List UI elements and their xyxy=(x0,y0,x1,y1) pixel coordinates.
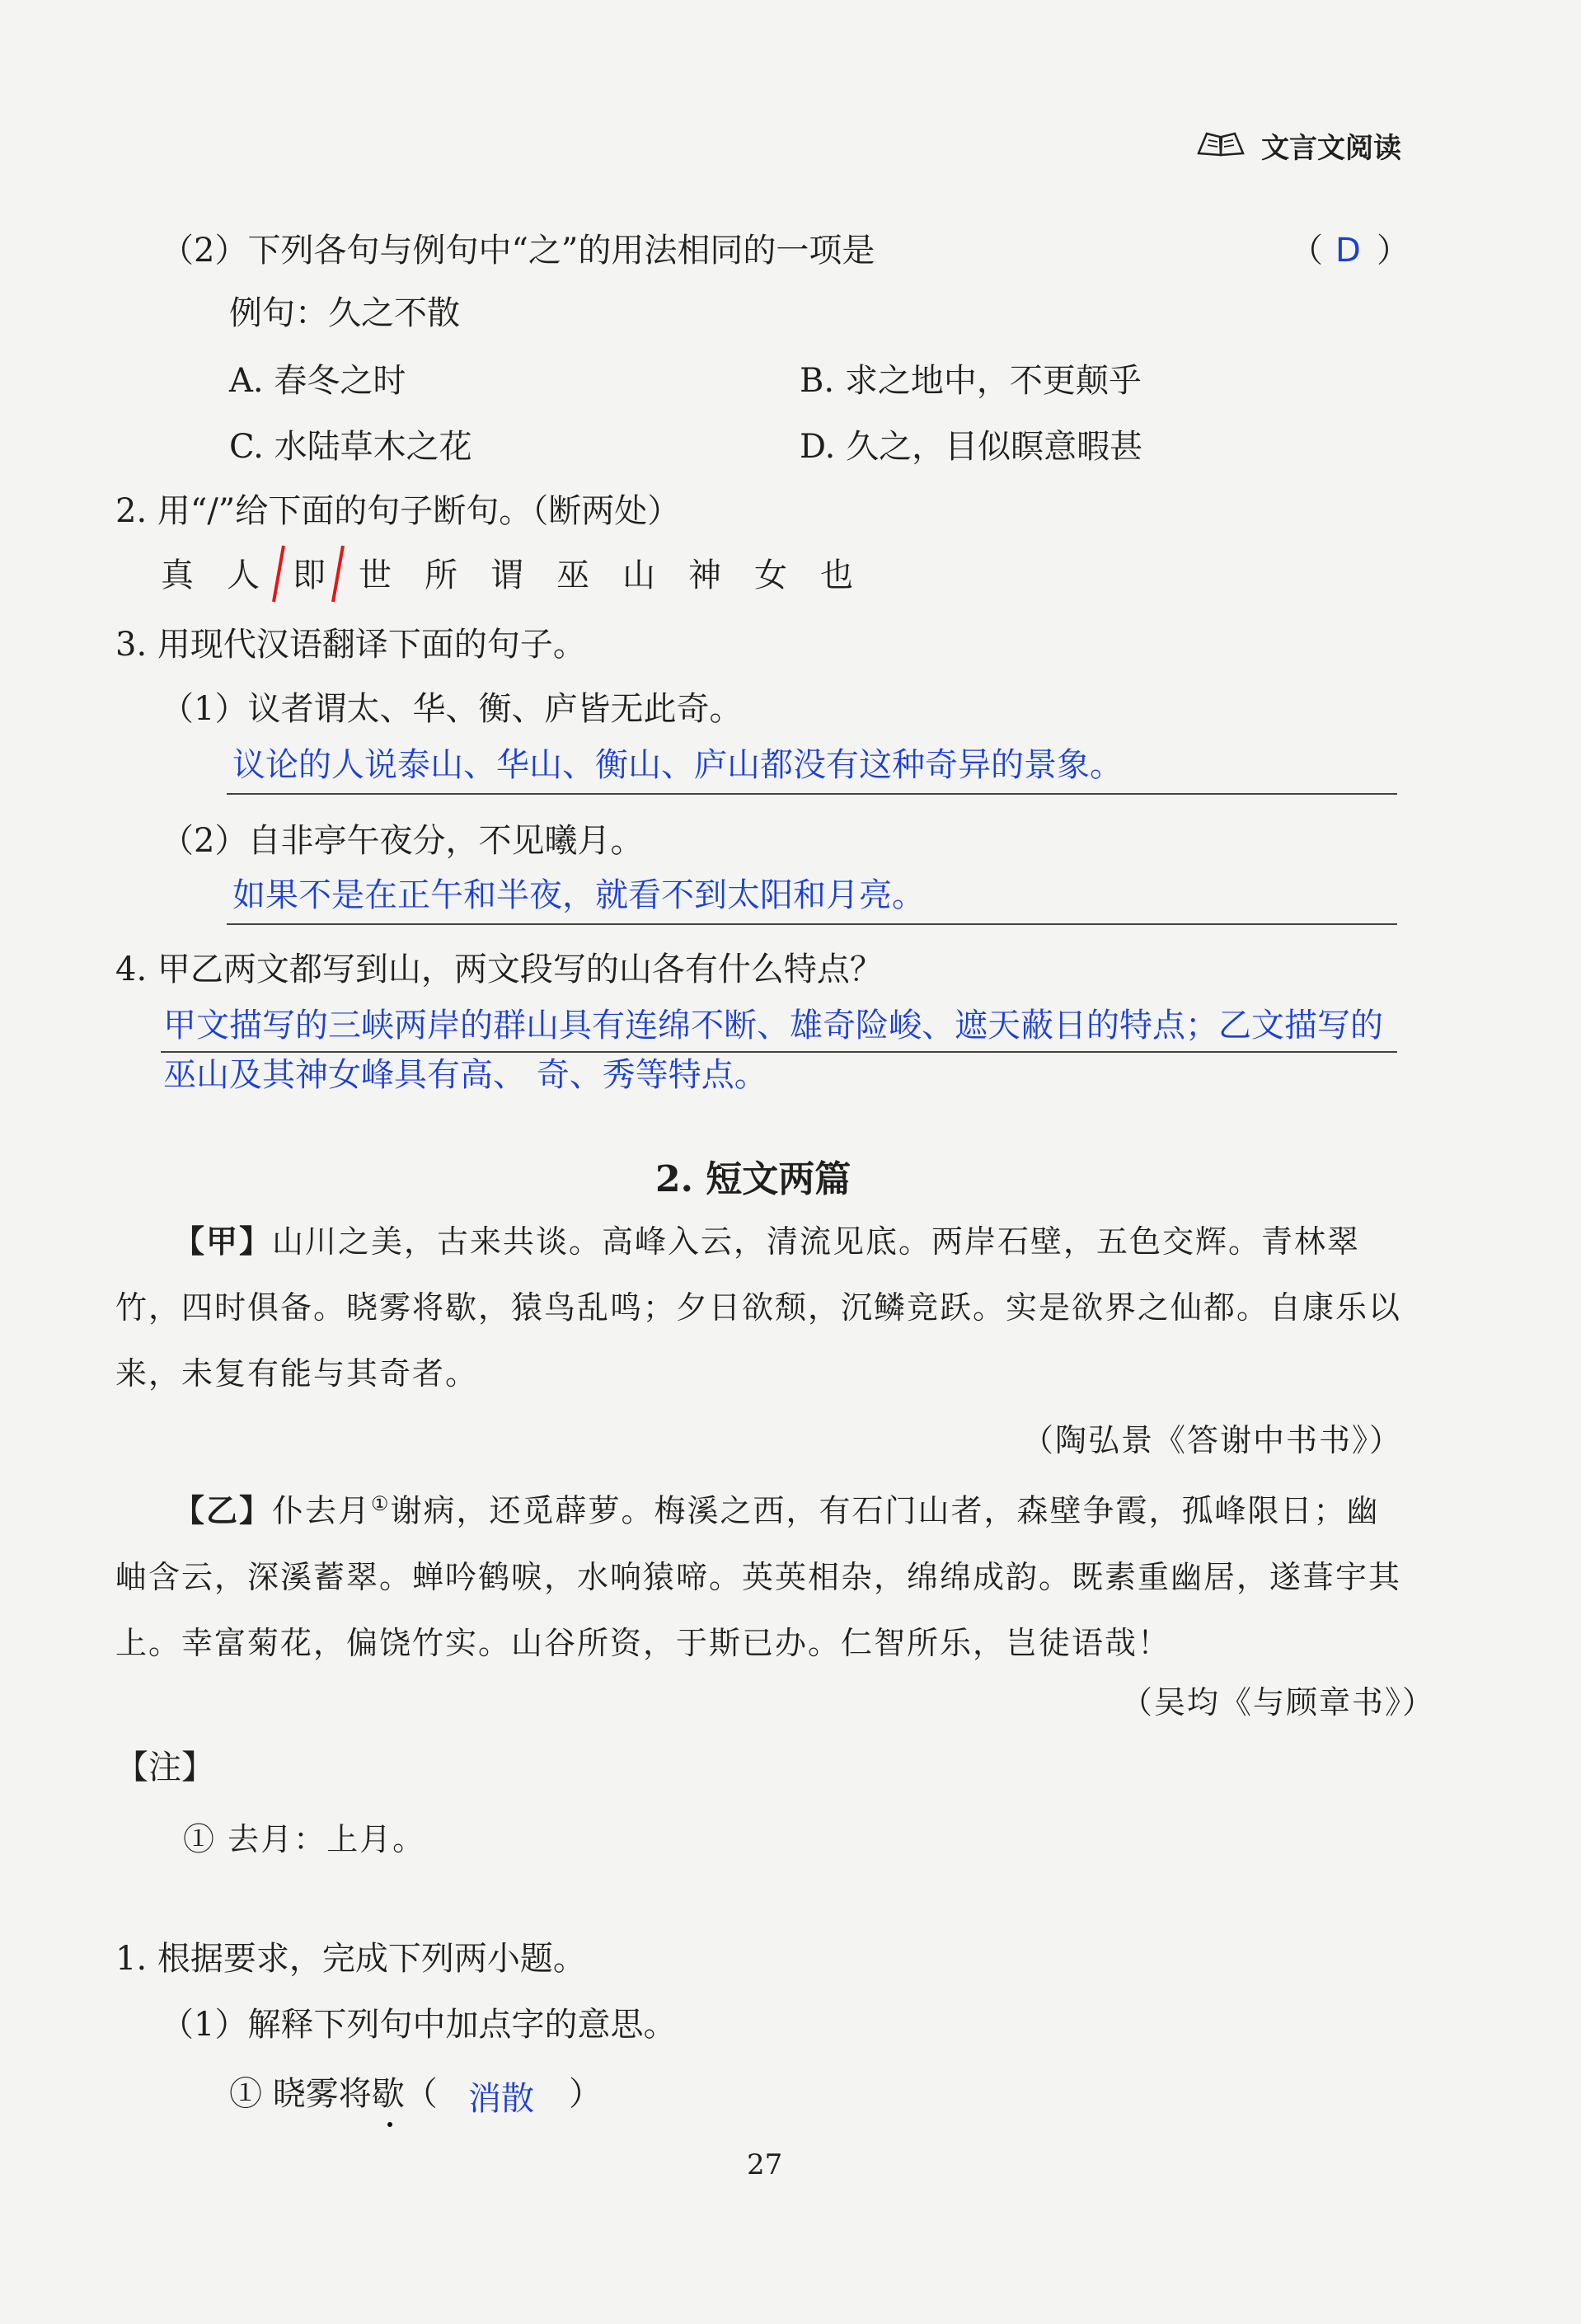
example-sentence: 例句：久之不散 xyxy=(229,294,460,332)
char: 神 xyxy=(688,556,721,594)
passage-source: （吴均《与顾章书》） xyxy=(1121,1684,1436,1721)
answer-4-line-2: 巫山及其神女峰具有高、 奇、秀等特点。 xyxy=(163,1056,767,1094)
answer-line xyxy=(227,923,1397,925)
passage-line: 竹，四时俱备。晓雾将歇，猿鸟乱鸣；夕日欲颓，沉鳞竞跃。实是欲界之仙都。自康乐以 xyxy=(115,1289,1402,1326)
option-d: D. 久之，目似瞑意暇甚 xyxy=(800,428,1143,466)
char: 人 xyxy=(227,556,260,594)
passage-line: 岫含云，深溪蓄翠。蝉吟鹤唳，水响猿啼。英英相杂，绵绵成韵。既素重幽居，遂葺宇其 xyxy=(115,1558,1402,1595)
section-title: 2. 短文两篇 xyxy=(655,1158,851,1200)
question-5-1: （1）解释下列句中加点字的意思。 xyxy=(161,2006,677,2044)
char: 女 xyxy=(754,556,787,594)
answer-line xyxy=(227,793,1397,795)
emphasis-dot xyxy=(387,2122,392,2127)
question-4-stem: 4. 甲乙两文都写到山，两文段写的山各有什么特点？ xyxy=(115,951,883,988)
answer-3-1: 议论的人说泰山、华山、衡山、庐山都没有这种奇异的景象。 xyxy=(232,746,1123,784)
passage-yi xyxy=(115,1471,1401,1676)
option-a: A. 春冬之时 xyxy=(229,362,406,400)
footnote-marker: ① xyxy=(371,1492,391,1515)
question-1-2-stem: （2）下列各句与例句中“之”的用法相同的一项是 xyxy=(161,232,875,270)
passage-jia xyxy=(115,1209,1401,1406)
char: 谓 xyxy=(490,556,523,594)
char: 真 xyxy=(161,556,194,594)
item-1-answer: 消散 xyxy=(468,2080,534,2118)
question-3-2: （2）自非亭午夜分，不见曦月。 xyxy=(161,822,644,860)
char: 山 xyxy=(622,556,655,594)
break-marks xyxy=(247,541,363,607)
passage-tag-jia: 【甲】 xyxy=(173,1223,273,1260)
item-1-suffix: ） xyxy=(569,2075,602,2113)
notes-title: 【注】 xyxy=(115,1749,214,1786)
note-1: ① 去月：上月。 xyxy=(183,1821,426,1857)
answer-paren-open: （ xyxy=(1290,232,1323,270)
answer-3-2: 如果不是在正午和半夜，就看不到太阳和月亮。 xyxy=(232,876,925,914)
answer-line xyxy=(161,1051,1397,1053)
char: 所 xyxy=(425,556,457,594)
question-5-stem: 1. 根据要求，完成下列两小题。 xyxy=(115,1940,586,1978)
open-book-icon xyxy=(1195,129,1246,158)
break-slash-1 xyxy=(274,546,284,602)
question-1-2-answer: D xyxy=(1335,232,1361,270)
passage-text: 谢病，还觅薜萝。梅溪之西，有石门山者，森壁争霞，孤峰限日；幽 xyxy=(390,1492,1380,1529)
option-c: C. 水陆草木之花 xyxy=(229,428,472,466)
answer-paren-close: ） xyxy=(1377,232,1410,270)
item-1-prefix: ① 晓雾将歇（ xyxy=(229,2075,438,2113)
question-3-stem: 3. 用现代汉语翻译下面的句子。 xyxy=(115,626,586,664)
section-header: 文言文阅读 xyxy=(1261,132,1401,165)
char: 巫 xyxy=(556,556,589,594)
passage-text: 仆去月 xyxy=(272,1492,372,1529)
char: 世 xyxy=(359,556,392,594)
option-b: B. 求之地中，不更颠乎 xyxy=(800,362,1142,400)
passage-line: 上。幸富菊花，偏饶竹实。山谷所资，于斯已办。仁智所乐，岂徒语哉！ xyxy=(115,1624,1171,1661)
page-number: 27 xyxy=(747,2148,783,2181)
break-slash-2 xyxy=(333,546,343,602)
passage-tag-yi: 【乙】 xyxy=(173,1492,273,1529)
passage-source: （陶弘景《答谢中书书》） xyxy=(1022,1422,1403,1458)
passage-line: 来，未复有能与其奇者。 xyxy=(115,1355,479,1392)
question-3-1: （1）议者谓太、华、衡、庐皆无此奇。 xyxy=(161,690,743,728)
answer-4-line-1: 甲文描写的三峡两岸的群山具有连绵不断、雄奇险峻、遮天蔽日的特点；乙文描写的 xyxy=(163,1007,1383,1045)
char: 也 xyxy=(820,556,853,594)
char: 即 xyxy=(293,556,326,594)
passage-line: 山川之美，古来共谈。高峰入云，清流见底。两岸石壁，五色交辉。青林翠 xyxy=(272,1223,1361,1260)
question-2-stem: 2. 用“/”给下面的句子断句。（断两处） xyxy=(115,492,681,530)
